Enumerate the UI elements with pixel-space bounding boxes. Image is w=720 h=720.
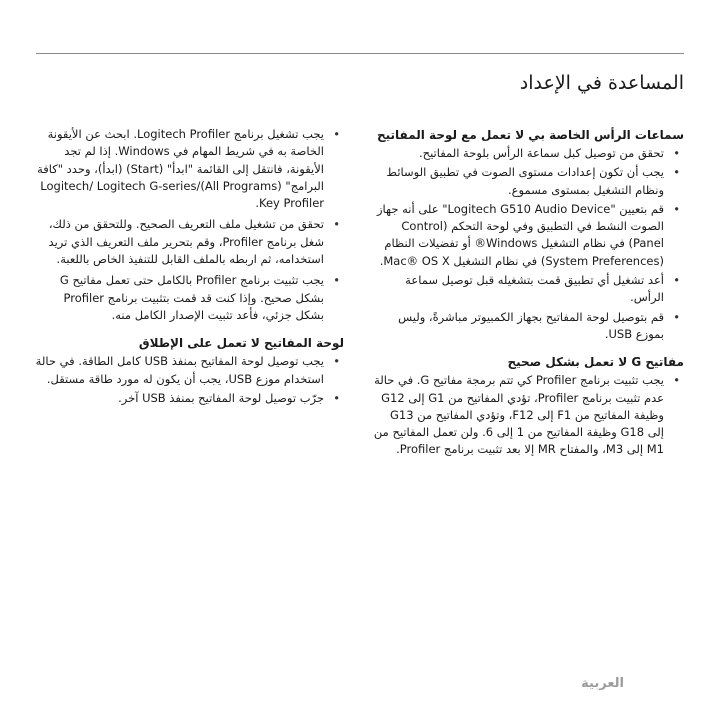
section-heading-headset: سماعات الرأس الخاصة بي لا تعمل مع لوحة المفاتيح [377,128,684,142]
list-item: • جرّب توصيل لوحة المفاتيح بمنفذ USB آخر. [32,390,344,407]
list-item: • يجب أن تكون إعدادات مستوى الصوت في تطبيق الوسائط ونظام التشغيل بمستوى مسموع. [372,164,684,199]
list-item: • يجب تثبيت برنامج Profiler كي تتم برمجة مفاتيح G. في حالة عدم تثبيت برنامج Profiler، تؤدي المفاتيح من G1 إلى G12 وظيفة المفاتيح من F1 إلى F12، وتؤدي المفاتيح من G13 إلى G18 وظيفة المفاتيح من 1 إلى 6. ولن تعمل المفاتيح من M1 إلى M3، والمفتاح MR إلا بعد تثبيت برنامج Profiler. [372,372,684,458]
gkeys-tips-list [372,372,684,458]
right-column [372,126,684,469]
top-divider [36,53,684,54]
left-column [32,126,344,417]
list-item: • تحقق من تشغيل ملف التعريف الصحيح. وللتحقق من ذلك، شغل برنامج Profiler، وقم بتحرير ملف التعريف الذي تريد استخدامه، ثم اربطه بالملف القابل للتنفيذ الخاص باللعبة. [32,216,344,268]
footer-language-label: العربية [581,676,624,691]
section-heading-keyboard: لوحة المفاتيح لا تعمل على الإطلاق [138,336,344,351]
list-item: • يجب تثبيت برنامج Profiler بالكامل حتى تعمل مفاتيح G بشكل صحيح. وإذا كنت قد قمت بتثبيت برنامج Profiler بشكل جزئي، فأعد تثبيت الإصدار الكامل منه. [32,272,344,324]
keyboard-tips-list [32,353,344,407]
page-title: المساعدة في الإعداد [519,72,684,94]
list-item: • تحقق من توصيل كبل سماعة الرأس بلوحة المفاتيح. [372,145,684,162]
list-item: • قم بتعيين "Logitech G510 Audio Device" على أنه جهاز الصوت النشط في التطبيق وفي لوحة التحكم (Control Panel) في نظام التشغيل Windows® أو تفضيلات النظام (System Preferences) في نظام التشغيل Mac® OS X. [372,201,684,270]
list-item: • قم بتوصيل لوحة المفاتيح بجهاز الكمبيوتر مباشرةً، وليس بموزع USB. [372,309,684,344]
list-item: • يجب تشغيل برنامج Logitech Profiler. ابحث عن الأيقونة الخاصة به في شريط المهام في Windows. إذا لم تجد الأيقونة، فانتقل إلى القائمة "ابدأ" (Start) (ابدأ)، وحدد "كافة البرامج" (All Programs)/Logitech/ Logitech G-series Key Profiler. [32,126,344,212]
profiler-tips-list [32,126,344,324]
list-item: • أعد تشغيل أي تطبيق قمت بتشغيله قبل توصيل سماعة الرأس. [372,272,684,307]
section-heading-gkeys: مفاتيح G لا تعمل بشكل صحيح [507,355,684,370]
headset-tips-list [372,145,684,343]
list-item: • يجب توصيل لوحة المفاتيح بمنفذ USB كامل الطاقة. في حالة استخدام موزع USB، يجب أن يكون له مورد طاقة مستقل. [32,353,344,388]
